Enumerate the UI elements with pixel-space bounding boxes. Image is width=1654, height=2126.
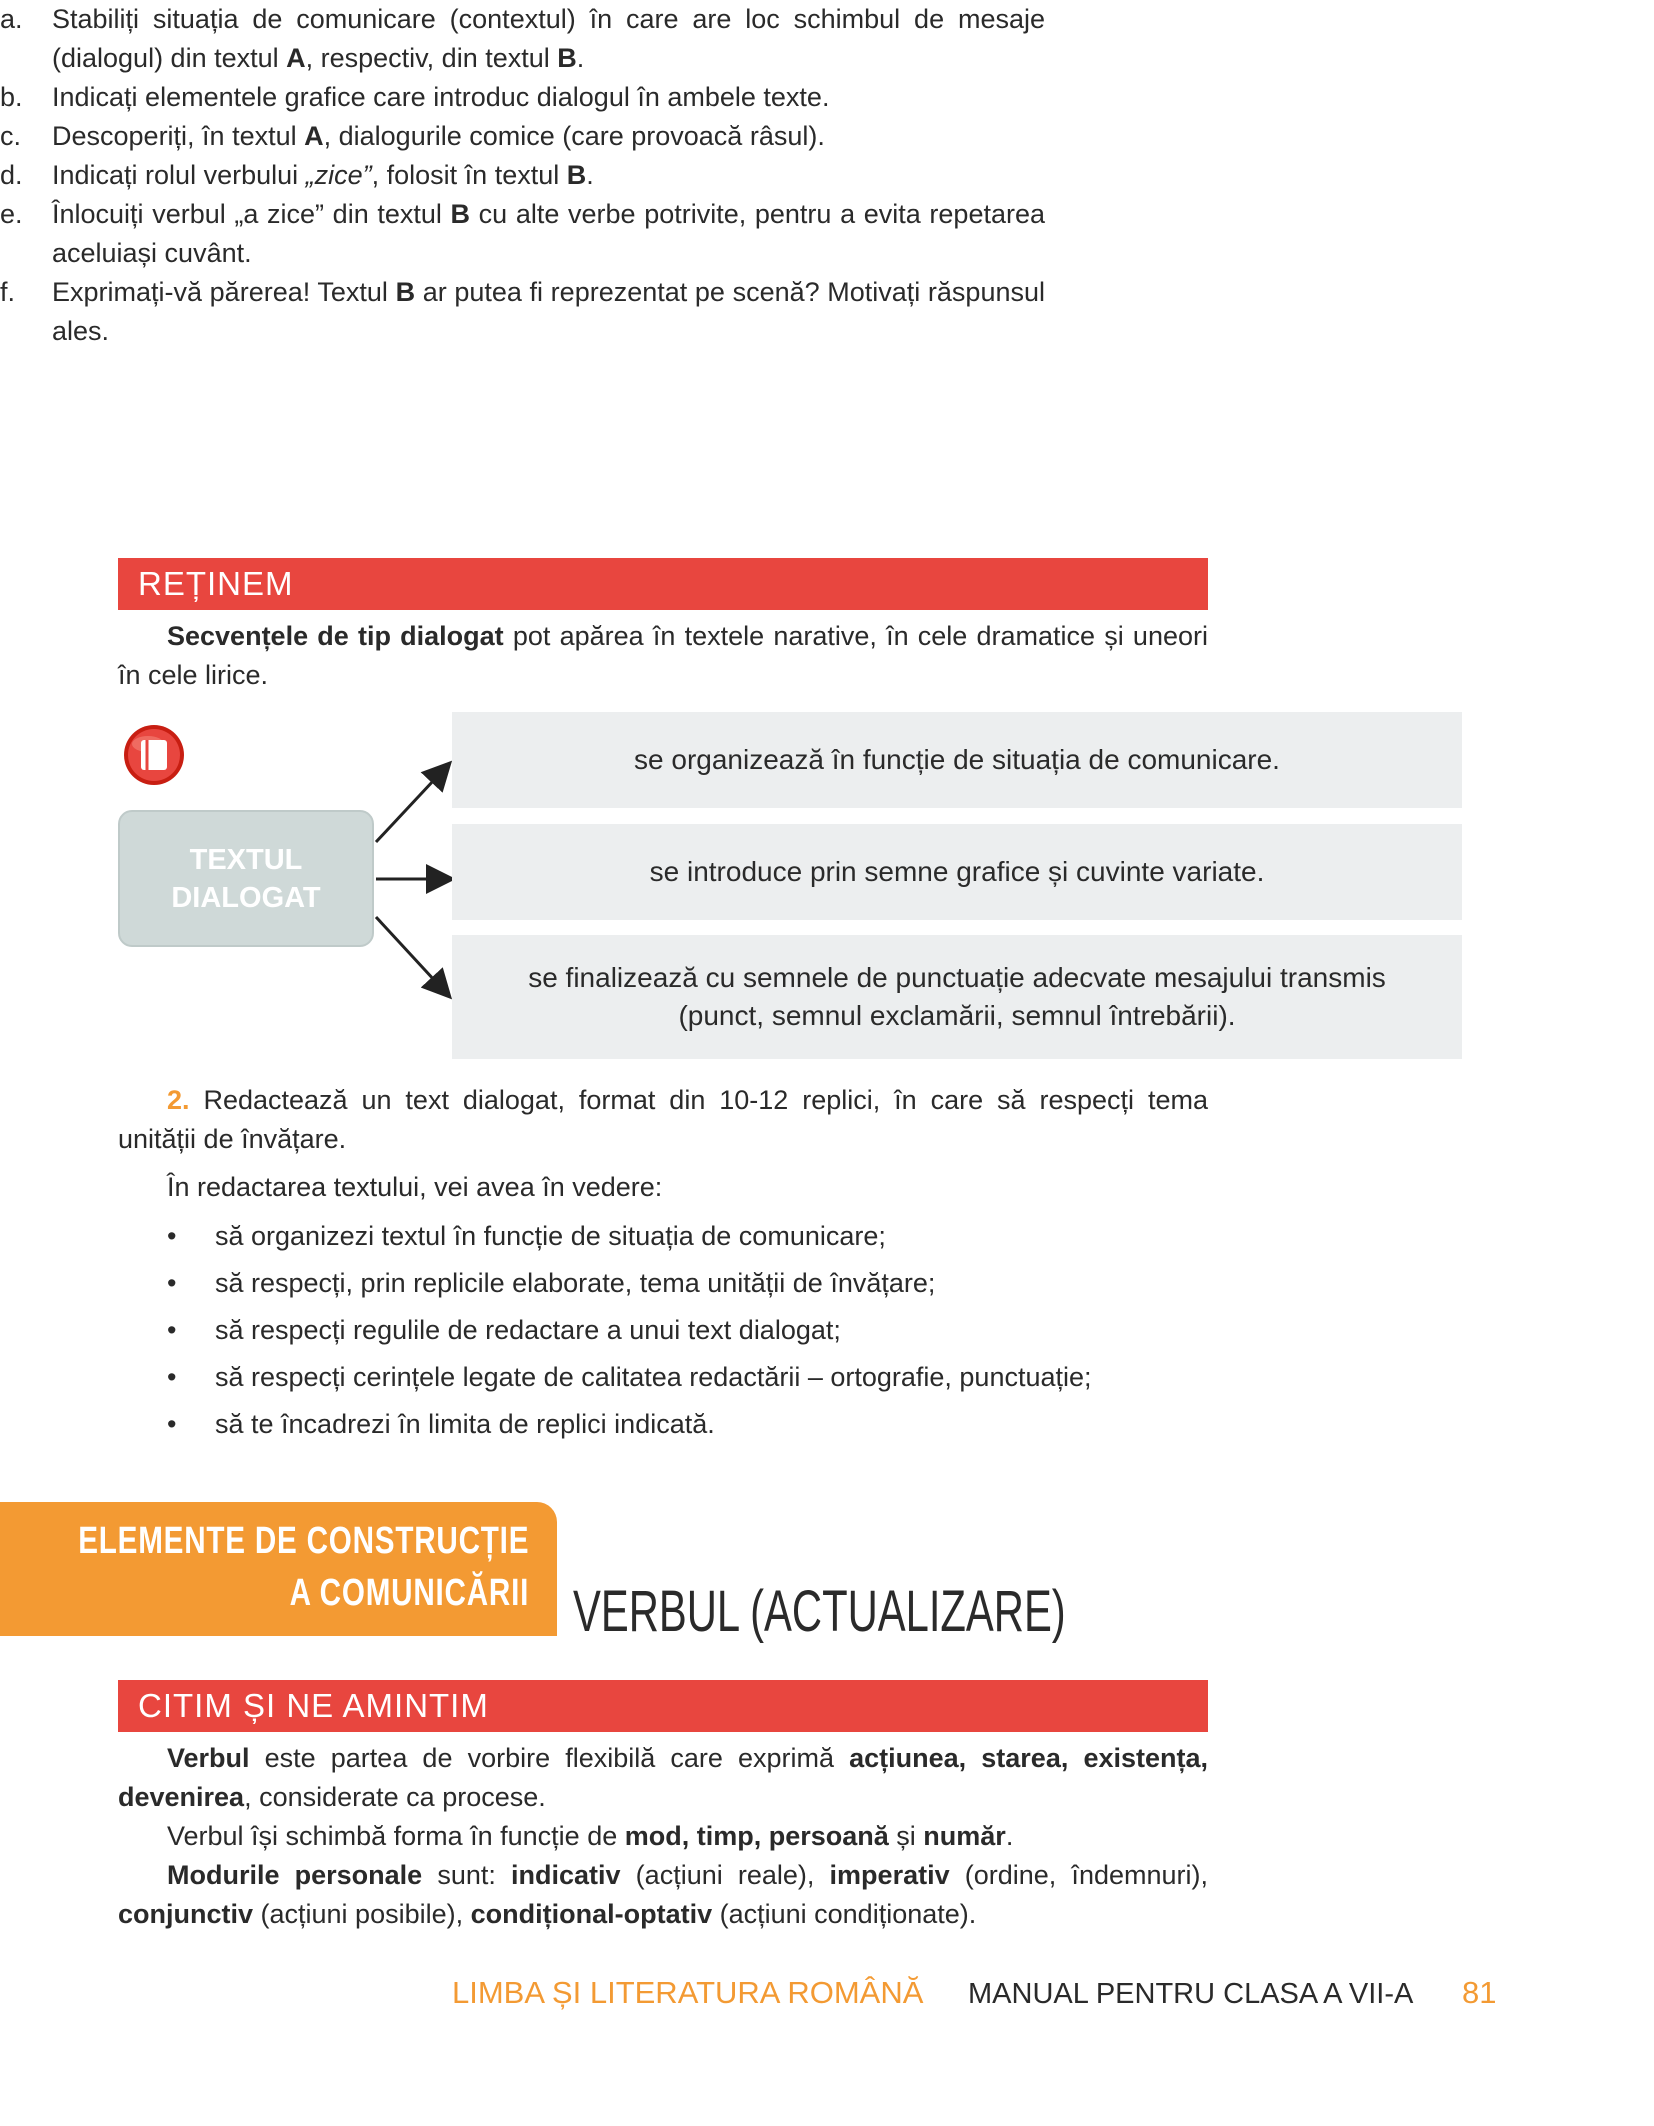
bullet-item: • să respecți cerințele legate de calitatea redactării – ortografie, punctuație; — [167, 1362, 1092, 1392]
exercise-item-e: e. Înlocuiți verbul „a zice” din textul B cu alte verbe potrivite, pentru a evita repetarea aceluiași cuvânt. — [0, 199, 1046, 268]
footer-manual: MANUAL PENTRU CLASA A VII-A — [968, 1978, 1414, 2010]
exercise-item-b: b. Indicați elementele grafice care introduc dialogul în ambele texte. — [0, 82, 830, 112]
bullet-item: • să respecți, prin replicile elaborate, tema unității de învățare; — [167, 1268, 936, 1298]
citim-paragraph-2: Verbul își schimbă forma în funcție de mod, timp, persoană și număr. — [167, 1821, 1014, 1851]
textul-dialogat-box: TEXTUL DIALOGAT — [118, 810, 374, 947]
arrow-down — [376, 917, 448, 995]
bullet-item: • să respecți regulile de redactare a unui text dialogat; — [167, 1315, 841, 1345]
exercise-item-f: f. Exprimați-vă părerea! Textul B ar putea fi reprezentat pe scenă? Motivați răspunsul ales. — [0, 277, 1045, 346]
section-label-box — [0, 1502, 557, 1636]
diagram-box-3: se finalizează cu semnele de punctuație adecvate mesajului transmis (punct, semnul exclamării, semnul întrebării). — [452, 935, 1462, 1059]
exercise-item-c: c. Descoperiți, în textul A, dialogurile comice (care provoacă râsul). — [0, 121, 825, 151]
section-label-line2: A COMUNICĂRII — [289, 1572, 529, 1614]
section-title: VERBUL (ACTUALIZARE) — [573, 1579, 1066, 1644]
bullet-item: • să organizezi textul în funcție de situația de comunicare; — [167, 1221, 886, 1251]
exercise-item-a: a. Stabiliți situația de comunicare (contextul) în care are loc schimbul de mesaje (dialogul) din textul A, respectiv, din textul B. — [0, 4, 1045, 73]
notebook-icon — [118, 722, 190, 788]
exercise-item-d: d. Indicați rolul verbului „zice”, folosit în textul B. — [0, 160, 594, 190]
diagram-box-2: se introduce prin semne grafice și cuvinte variate. — [452, 824, 1462, 920]
retinem-header: REȚINEM — [118, 558, 1208, 610]
diagram-box-1: se organizează în funcție de situația de comunicare. — [452, 712, 1462, 808]
citim-paragraph-1: Verbul este partea de vorbire flexibilă care exprimă acțiunea, starea, existența, devenirea, considerate ca procese. — [118, 1743, 1209, 1812]
citim-paragraph-3: Modurile personale sunt: indicativ (acțiuni reale), imperativ (ordine, îndemnuri), conjunctiv (acțiuni posibile), condițional-optativ (acțiuni condiționate). — [118, 1860, 1208, 1929]
section-label-line1: ELEMENTE DE CONSTRUCȚIE — [77, 1520, 529, 1562]
retinem-text: Secvențele de tip dialogat pot apărea în textele narative, în cele dramatice și uneori în cele lirice. — [118, 621, 1208, 690]
citim-header: CITIM ȘI NE AMINTIM — [118, 1680, 1208, 1732]
page-number: 81 — [1462, 1975, 1497, 2010]
exercise-list — [0, 0, 1045, 351]
arrow-up — [376, 765, 448, 842]
exercise-2: 2. Redactează un text dialogat, format din 10-12 replici, în care să respecți tema unității de învățare. — [118, 1085, 1208, 1154]
exercise-2-bullets — [163, 1213, 1208, 1448]
exercise-2-intro: În redactarea textului, vei avea în vedere: — [167, 1172, 663, 1202]
bullet-item: • să te încadrezi în limita de replici indicată. — [167, 1409, 715, 1439]
footer-subject: LIMBA ȘI LITERATURA ROMÂNĂ — [452, 1975, 924, 2010]
exercise-2-number: 2. — [167, 1085, 190, 1115]
